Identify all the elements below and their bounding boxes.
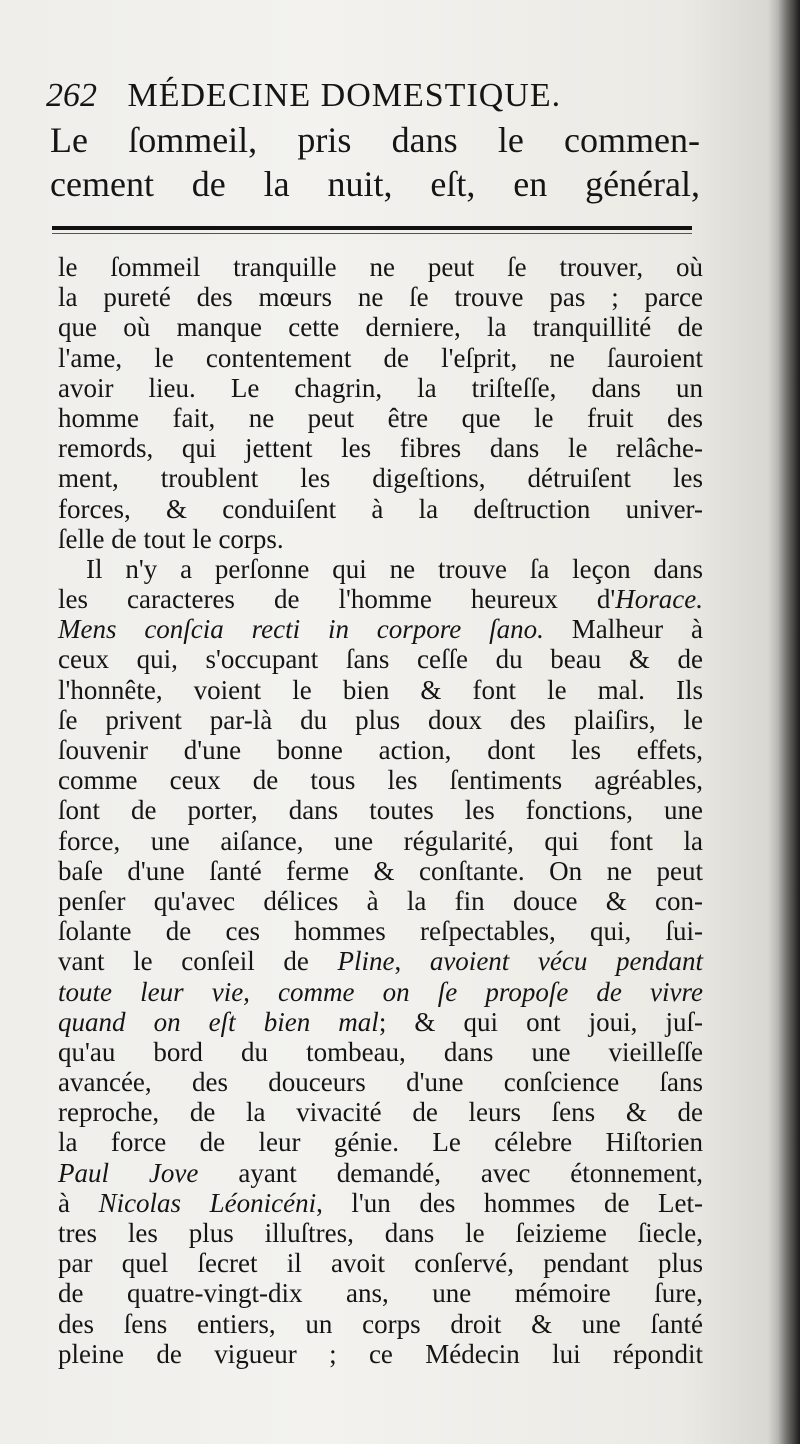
line-text: la force de leur génie. Le célebre Hiſtorien bbox=[58, 1127, 703, 1158]
text-line bbox=[58, 856, 703, 886]
line-text: qu'au bord du tombeau, dans une vieilleſſe bbox=[58, 1036, 703, 1067]
text-line bbox=[58, 675, 703, 705]
section-rule bbox=[52, 226, 692, 230]
line-text: par quel ſecret il avoit conſervé, pendant plus bbox=[58, 1248, 703, 1279]
line-text: , bbox=[394, 946, 430, 977]
text-line bbox=[58, 1067, 703, 1097]
line-text: l'ame, le contentement de l'eſprit, ne ſauroient bbox=[58, 342, 703, 373]
line-italic-text: Paul Jove bbox=[58, 1157, 199, 1188]
text-line bbox=[58, 1278, 703, 1308]
line-text: le ſommeil tranquille ne peut ſe trouver, où bbox=[58, 252, 703, 282]
text-line bbox=[58, 312, 703, 342]
text-line bbox=[58, 1158, 703, 1188]
text-line bbox=[58, 916, 703, 946]
line-text: force, une aiſance, une régularité, qui font la bbox=[58, 825, 703, 856]
line-text: avancée, des douceurs d'une conſcience ſans bbox=[58, 1067, 703, 1098]
line-text: ; & qui ont joui, juſ- bbox=[378, 1006, 703, 1037]
line-text: ceux qui, s'occupant ſans ceſſe du beau & de bbox=[58, 644, 703, 675]
line-text: baſe d'une ſanté ferme & conſtante. On ne peut bbox=[58, 855, 703, 886]
line-text: la pureté des mœurs ne ſe trouve pas ; parce bbox=[58, 282, 703, 313]
line-italic-text: avoient vécu pendant bbox=[429, 946, 703, 977]
body-text bbox=[58, 252, 703, 1369]
text-line bbox=[58, 614, 703, 644]
text-line bbox=[58, 977, 703, 1007]
text-line bbox=[58, 795, 703, 825]
text-line bbox=[58, 282, 703, 312]
line-text: de quatre-vingt-dix ans, une mémoire ſure, bbox=[58, 1278, 703, 1309]
line-text: Malheur à bbox=[543, 614, 703, 645]
text-line bbox=[58, 765, 703, 795]
text-line bbox=[58, 1248, 703, 1278]
text-line bbox=[58, 1007, 703, 1037]
line-text: Il n'y a perſonne qui ne trouve ſa leçon dans bbox=[86, 553, 703, 584]
page-edge-shadow bbox=[778, 0, 800, 1444]
text-line bbox=[58, 826, 703, 856]
line-text: forces, & conduiſent à la deſtruction univer- bbox=[58, 493, 703, 524]
text-line bbox=[58, 946, 703, 976]
text-line bbox=[58, 433, 703, 463]
top-line: cement de la nuit, eſt, en général, bbox=[50, 164, 700, 204]
text-line bbox=[58, 1127, 703, 1157]
text-line bbox=[58, 494, 703, 524]
line-text: remords, qui jettent les fibres dans le relâche- bbox=[58, 433, 703, 464]
text-line bbox=[58, 886, 703, 916]
line-text: vant le conſeil de bbox=[58, 946, 338, 977]
line-text: ſolante de ces hommes reſpectables, qui, ſui- bbox=[58, 916, 703, 947]
text-line bbox=[58, 1309, 703, 1339]
text-line bbox=[58, 524, 703, 554]
line-text: ſelle de tout le corps. bbox=[58, 523, 284, 554]
text-line bbox=[58, 373, 703, 403]
text-line bbox=[58, 705, 703, 735]
line-italic-text: Nicolas Léonicéni bbox=[98, 1187, 317, 1218]
line-text: que où manque cette derniere, la tranquillité de bbox=[58, 312, 703, 343]
line-text: à bbox=[58, 1187, 99, 1218]
top-paragraph bbox=[50, 118, 700, 206]
line-text: , l'un des hommes de Let- bbox=[316, 1187, 703, 1218]
text-line bbox=[58, 1188, 703, 1218]
line-text: l'honnête, voient le bien & font le mal. Ils bbox=[58, 674, 703, 705]
line-text: ſouvenir d'une bonne action, dont les effets, bbox=[58, 735, 703, 765]
line-text: ſe privent par-là du plus doux des plaiſirs, le bbox=[58, 704, 703, 735]
text-line bbox=[58, 644, 703, 674]
line-text: homme fait, ne peut être que le fruit des bbox=[58, 402, 703, 433]
line-text: les caracteres de l'homme heureux d' bbox=[58, 584, 616, 615]
line-text: avoir lieu. Le chagrin, la triſteſſe, dans un bbox=[58, 372, 703, 403]
line-text: pleine de vigueur ; ce Médecin lui répondit bbox=[58, 1338, 703, 1369]
text-line bbox=[58, 1097, 703, 1127]
line-text: tres les plus illuſtres, dans le ſeizieme ſiecle, bbox=[58, 1218, 703, 1248]
text-line bbox=[58, 1339, 703, 1369]
line-text: ayant demandé, avec étonnement, bbox=[198, 1157, 703, 1188]
text-line bbox=[58, 1037, 703, 1067]
text-line bbox=[58, 1218, 703, 1248]
running-head bbox=[46, 74, 706, 118]
text-line bbox=[58, 735, 703, 765]
text-line bbox=[58, 463, 703, 493]
running-title: MÉDECINE DOMESTIQUE. bbox=[127, 77, 562, 114]
top-line: Le ſommeil, pris dans le commen- bbox=[50, 120, 700, 160]
line-text: ment, troublent les digeſtions, détruiſent les bbox=[58, 463, 703, 494]
line-italic-text: toute leur vie, comme on ſe propoſe de vivre bbox=[58, 976, 703, 1007]
line-text: penſer qu'avec délices à la fin douce & con- bbox=[58, 885, 703, 916]
line-italic-text: Horace. bbox=[615, 584, 703, 615]
line-text: ſont de porter, dans toutes les fonctions, une bbox=[58, 795, 703, 826]
line-text: des ſens entiers, un corps droit & une ſanté bbox=[58, 1308, 703, 1339]
section-rule-thin bbox=[52, 233, 692, 234]
line-italic-text: Mens conſcia recti in corpore ſano. bbox=[58, 614, 544, 645]
text-line bbox=[58, 554, 703, 584]
text-line bbox=[58, 584, 703, 614]
line-italic-text: Pline bbox=[337, 946, 395, 977]
text-line bbox=[58, 343, 703, 373]
text-line bbox=[58, 252, 703, 282]
line-text: comme ceux de tous les ſentiments agréables, bbox=[58, 765, 703, 796]
line-italic-text: quand on eſt bien mal bbox=[58, 1006, 379, 1037]
line-text: reproche, de la vivacité de leurs ſens & de bbox=[58, 1097, 703, 1128]
text-line bbox=[58, 403, 703, 433]
page-number: 262 bbox=[46, 77, 97, 114]
